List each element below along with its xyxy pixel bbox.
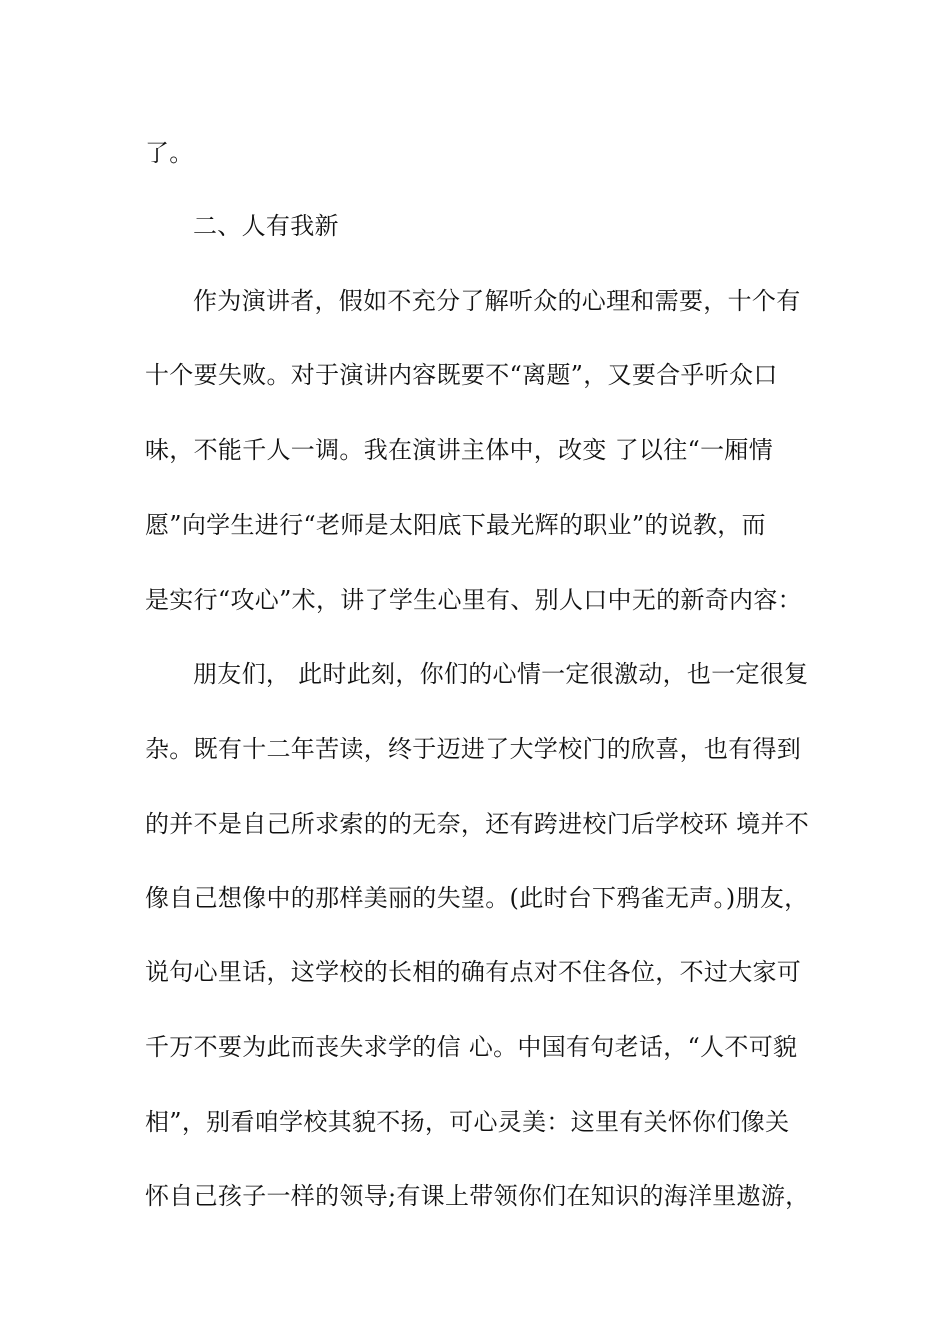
paragraph-line: 了。 <box>145 139 194 167</box>
paragraph-line: 像自己想像中的那样美丽的失望。(此时台下鸦雀无声。)朋友， <box>145 884 809 912</box>
paragraph-line: 杂。既有十二年苦读，终于迈进了大学校门的欣喜，也有得到 <box>145 735 802 763</box>
paragraph-line: 朋友们， 此时此刻，你们的心情一定很激动，也一定很复 <box>193 660 809 688</box>
paragraph-line: 作为演讲者，假如不充分了解听众的心理和需要，十个有 <box>193 287 801 315</box>
paragraph-line: 十个要失败。对于演讲内容既要不“离题”，又要合乎听众口 <box>145 361 778 389</box>
section-heading: 二、人有我新 <box>193 212 339 240</box>
paragraph-line: 是实行“攻心”术，讲了学生心里有、别人口中无的新奇内容： <box>145 586 802 614</box>
paragraph-line: 愿”向学生进行“老师是太阳底下最光辉的职业”的说教，而 <box>145 511 766 539</box>
paragraph-line: 相”，别看咱学校其貌不扬，可心灵美：这里有关怀你们像关 <box>145 1108 790 1136</box>
paragraph-line: 味，不能千人一调。我在演讲主体中，改变 了以往“一厢情 <box>145 436 773 464</box>
paragraph-line: 千万不要为此而丧失求学的信 心。中国有句老话，“人不可貌 <box>145 1033 798 1061</box>
paragraph-line: 的并不是自己所求索的的无奈，还有跨进校门后学校环 境并不 <box>145 810 810 838</box>
paragraph-line: 说句心里话，这学校的长相的确有点对不住各位，不过大家可 <box>145 958 802 986</box>
paragraph-line: 怀自己孩子一样的领导;有课上带领你们在知识的海洋里遨游， <box>145 1182 810 1210</box>
